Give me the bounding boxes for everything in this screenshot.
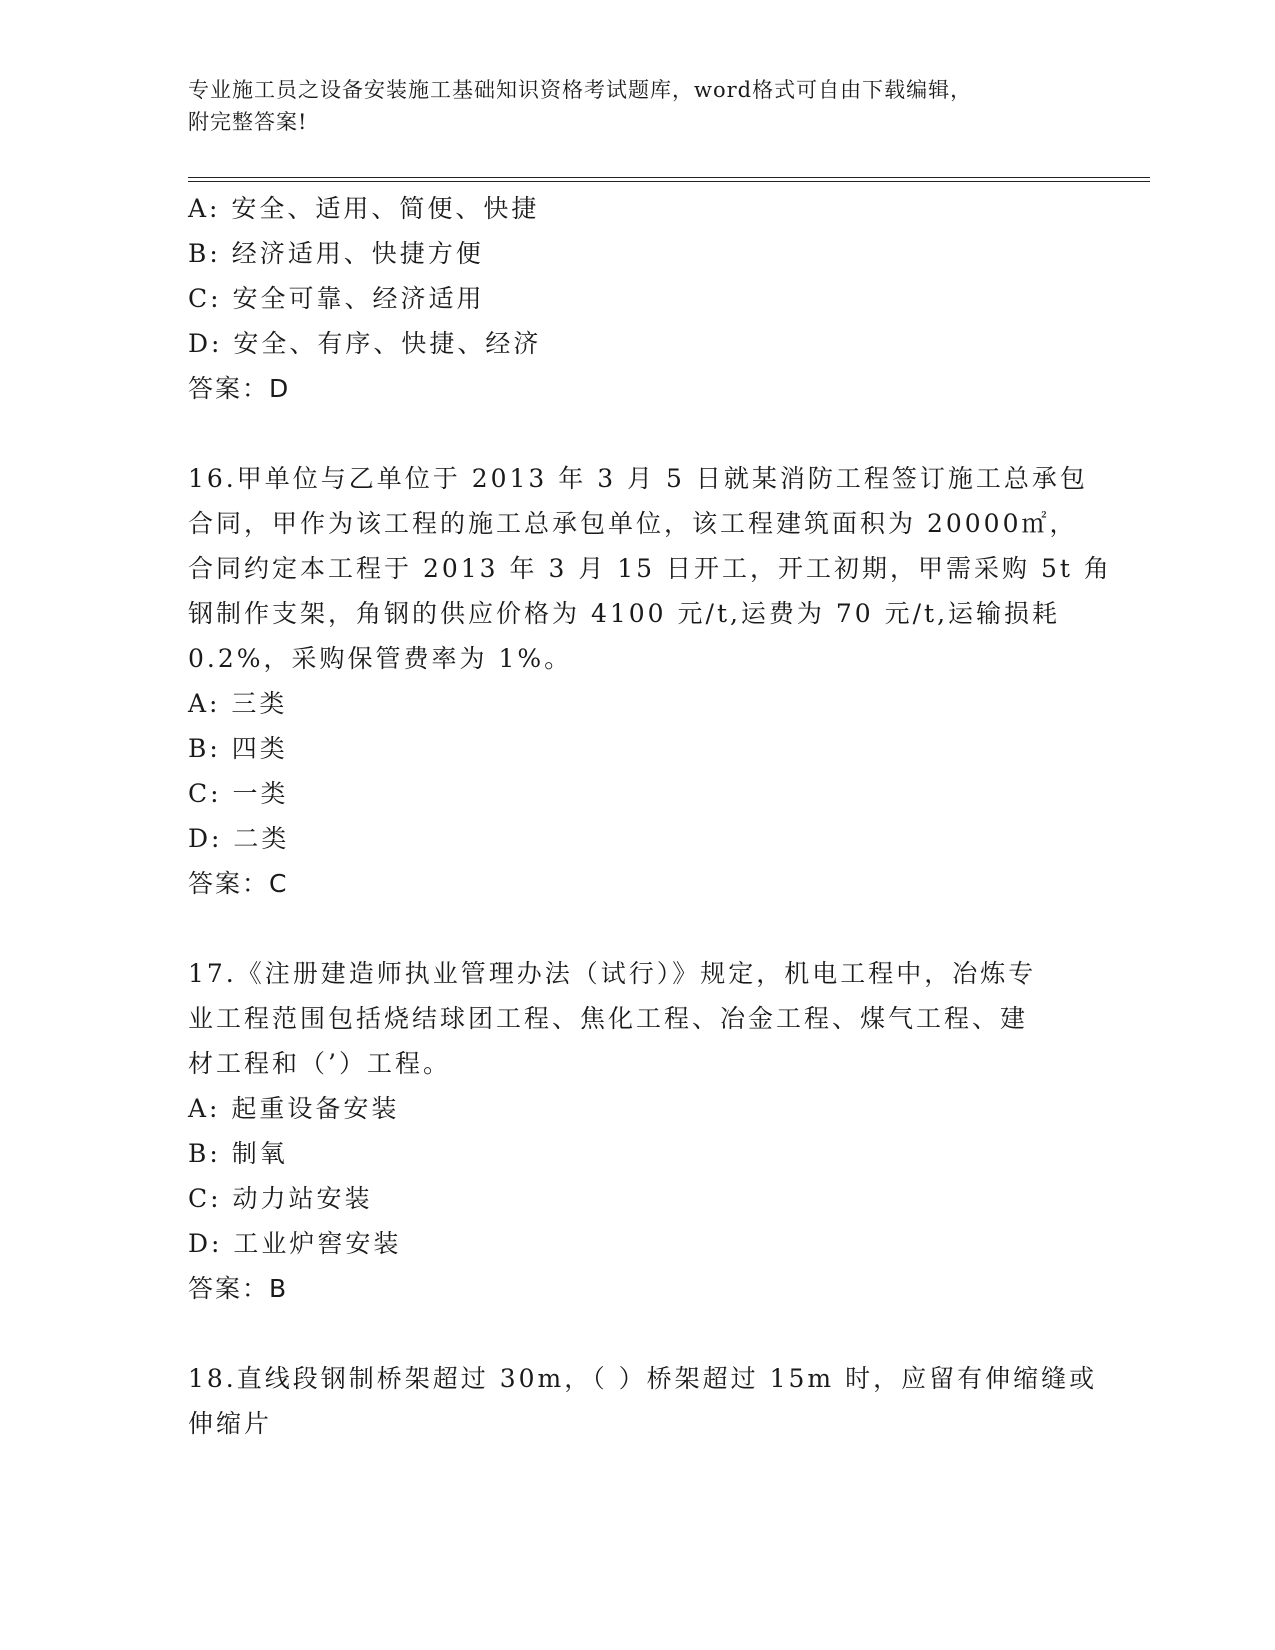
q15-option-d: D: 安全、有序、快捷、经济 <box>188 329 542 358</box>
q16-option-d: D: 二类 <box>188 824 290 853</box>
q16-stem-line-2: 合同，甲作为该工程的施工总承包单位，该工程建筑面积为 20000㎡， <box>188 509 1078 538</box>
q16-option-c: C: 一类 <box>188 779 289 808</box>
q17-option-a: A: 起重设备安装 <box>188 1094 400 1123</box>
q16-stem-line-5: 0.2%，采购保管费率为 1%。 <box>188 644 573 673</box>
q16-option-b: B: 四类 <box>188 734 288 763</box>
q17-stem-line-2: 业工程范围包括烧结球团工程、焦化工程、冶金工程、煤气工程、建 <box>188 1004 1029 1033</box>
q15-option-a: A: 安全、适用、简便、快捷 <box>188 194 540 223</box>
q16-option-a: A: 三类 <box>188 689 288 718</box>
document-header-line-2: 附完整答案! <box>188 110 308 134</box>
q17-answer: 答案：B <box>188 1274 289 1303</box>
q18-stem-line-1: 18.直线段钢制桥架超过 30m，（ ）桥架超过 15m 时，应留有伸缩缝或 <box>188 1364 1098 1393</box>
q17-option-d: D: 工业炉窖安装 <box>188 1229 402 1258</box>
q15-option-b: B: 经济适用、快捷方便 <box>188 239 484 268</box>
q17-option-b: B: 制氧 <box>188 1139 288 1168</box>
header-rule-bottom <box>188 181 1150 182</box>
header-rule-top <box>188 177 1150 178</box>
q18-stem-line-2: 伸缩片 <box>188 1409 273 1438</box>
q17-stem-line-3: 材工程和（’）工程。 <box>188 1049 451 1078</box>
document-header-line-1: 专业施工员之设备安装施工基础知识资格考试题库，word格式可自由下载编辑， <box>188 78 973 102</box>
q15-answer: 答案：D <box>188 374 291 403</box>
q16-stem-line-1: 16.甲单位与乙单位于 2013 年 3 月 5 日就某消防工程签订施工总承包 <box>188 464 1088 493</box>
q17-option-c: C: 动力站安装 <box>188 1184 373 1213</box>
q16-stem-line-3: 合同约定本工程于 2013 年 3 月 15 日开工，开工初期，甲需采购 5t 角 <box>188 554 1112 583</box>
q17-stem-line-1: 17.《注册建造师执业管理办法（试行）》规定，机电工程中，冶炼专 <box>188 959 1037 988</box>
q16-stem-line-4: 钢制作支架，角钢的供应价格为 4100 元/t,运费为 70 元/t,运输损耗 <box>188 599 1061 628</box>
q15-option-c: C: 安全可靠、经济适用 <box>188 284 485 313</box>
q16-answer: 答案：C <box>188 869 289 898</box>
